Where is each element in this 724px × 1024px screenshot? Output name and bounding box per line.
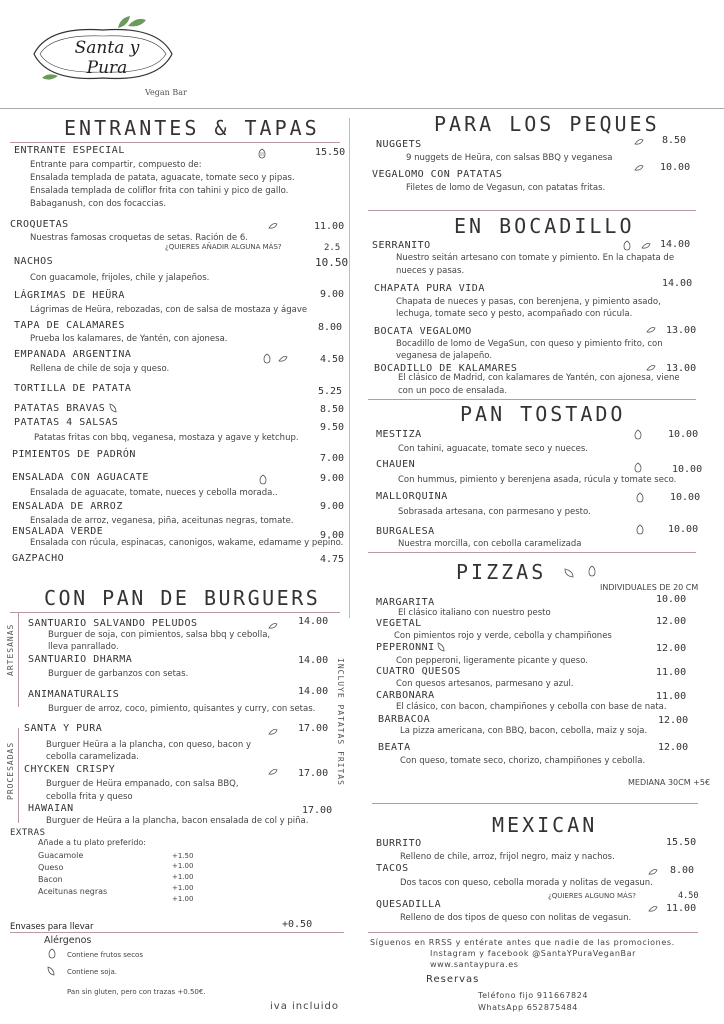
item-desc: Burguer de soja, con pimientos, salsa bbq y cebolla, xyxy=(48,630,271,640)
soy-icon xyxy=(634,164,644,172)
footer-whatsapp: WhatsApp 652875484 xyxy=(478,1003,578,1012)
item-name: VEGETAL xyxy=(376,618,422,629)
section-rule xyxy=(368,210,696,211)
artesanas-label: ARTESANAS xyxy=(6,623,15,676)
item-price: 15.50 xyxy=(666,837,697,848)
item-price: 10.00 xyxy=(660,162,691,173)
item-desc: Ensalada templada de patata, aguacate, tomate seco y pipas. xyxy=(30,173,295,183)
extras-intro: Añade a tu plato preferido: xyxy=(38,838,146,847)
item-name: CROQUETAS xyxy=(10,219,69,230)
section-title-tostado: PAN TOSTADO xyxy=(460,402,626,426)
item-name: QUESADILLA xyxy=(376,899,442,910)
item-price: 7.00 xyxy=(320,453,345,464)
item-price: 8.00 xyxy=(670,865,695,876)
alergeno-frutos: Contiene frutos secos xyxy=(67,951,143,959)
column-divider xyxy=(349,118,350,618)
nuts-icon xyxy=(623,240,631,251)
section-title-entrantes: ENTRANTES & TAPAS xyxy=(64,116,320,140)
item-name: CHAUEN xyxy=(376,459,416,470)
item-name: NACHOS xyxy=(14,256,54,267)
section-rule xyxy=(10,142,340,143)
extras-item: Guacamole xyxy=(38,851,84,860)
footer-promo: Síguenos en RRSS y entérate antes que nadie de las promociones. xyxy=(370,938,675,947)
item-price: 10.50 xyxy=(315,256,349,269)
item-price: 4.75 xyxy=(320,554,345,565)
item-desc: lleva panrallado. xyxy=(48,642,119,652)
item-price: 15.50 xyxy=(315,147,346,158)
soy-icon xyxy=(46,966,56,976)
item-desc: Bocadillo de lomo de VegaSun, con queso y pimiento frito, con xyxy=(396,339,663,349)
soy-icon xyxy=(634,138,644,146)
item-desc: Prueba los kalamares, de Yantén, con ajonesa. xyxy=(30,334,228,344)
pizzas-mediana: MEDIANA 30CM +5€ xyxy=(628,778,711,787)
item-price: 14.00 xyxy=(298,655,329,666)
item-desc: cebolla frita y queso xyxy=(46,792,133,802)
nuts-icon xyxy=(636,524,644,535)
soy-icon xyxy=(436,642,446,652)
item-price: 10.00 xyxy=(656,594,687,605)
item-price: 9.00 xyxy=(320,289,345,300)
iva-note: iva incluido xyxy=(270,1001,339,1012)
item-price: 17.00 xyxy=(298,723,329,734)
item-desc: Rellena de chile de soja y queso. xyxy=(30,364,170,374)
item-desc: Burguer de arroz, coco, pimiento, quisantes y curry, con setas. xyxy=(48,704,316,714)
item-desc: cebolla caramelizada. xyxy=(46,752,139,762)
item-desc: El clásico italiano con nuestro pesto xyxy=(398,608,551,618)
extras-item: Aceitunas negras xyxy=(38,887,108,896)
item-name: ENSALADA CON AGUACATE xyxy=(12,472,149,483)
item-desc: El clásico, con bacon, champiñones y cebolla con base de nata. xyxy=(396,702,667,712)
item-name: CHYCKEN CRISPY xyxy=(24,764,116,775)
item-desc: Con queso, tomate seco, chorizo, champiñones y cebolla. xyxy=(400,756,646,766)
item-extra: ¿QUIERES AÑADIR ALGUNA MÁS? xyxy=(165,243,282,251)
item-name: PEPERONNI xyxy=(376,642,435,653)
side-label: INCLUYE PATATAS FRITAS xyxy=(336,658,345,786)
nuts-icon xyxy=(588,565,596,577)
item-price: 11.00 xyxy=(656,667,687,678)
item-name: HAWAIAN xyxy=(28,803,74,814)
item-price: 9.00 xyxy=(320,501,345,512)
item-name: MALLORQUINA xyxy=(376,491,448,502)
nuts-icon xyxy=(259,474,267,485)
item-name: BURRITO xyxy=(376,838,422,849)
item-price: 11.00 xyxy=(656,691,687,702)
extras-price: +1.00 xyxy=(172,884,194,892)
item-desc: Burguer de Heüra a la plancha, bacon ensalada de col y piña. xyxy=(46,816,309,826)
item-price: 17.00 xyxy=(302,805,333,816)
item-name: TAPA DE CALAMARES xyxy=(14,320,125,331)
soy-icon xyxy=(646,326,656,334)
footer-web[interactable]: www.santaypura.es xyxy=(430,960,519,969)
item-name: SANTUARIO DHARMA xyxy=(28,654,133,665)
item-name: BURGALESA xyxy=(376,526,435,537)
item-price: 13.00 xyxy=(666,363,697,374)
item-desc: Con pimientos rojo y verde, cebolla y champiñones xyxy=(394,631,612,641)
footer-reservas: Reservas xyxy=(426,974,480,985)
item-desc: nueces y pasas. xyxy=(396,266,465,276)
item-price: 12.00 xyxy=(656,616,687,627)
section-rule xyxy=(372,803,698,804)
extras-price: +1.00 xyxy=(172,895,194,903)
soy-icon xyxy=(268,768,278,776)
item-desc: con un poco de ensalada. xyxy=(398,386,508,396)
footer-social: Instagram y facebook @SantaYPuraVeganBar xyxy=(430,949,637,958)
section-rule xyxy=(368,399,696,400)
item-name: BOCADILLO DE KALAMARES xyxy=(374,363,518,374)
item-name: BEATA xyxy=(378,742,411,753)
item-desc: lechuga, tomate seco y pesto, acompañado con rúcula. xyxy=(396,309,633,319)
artesanas-bracket xyxy=(18,612,19,707)
item-name: NUGGETS xyxy=(376,139,422,150)
item-price: 9.00 xyxy=(320,473,345,484)
item-price: 9.00 xyxy=(320,530,345,541)
extras-item: Queso xyxy=(38,863,64,872)
soy-icon xyxy=(648,905,658,913)
item-desc: Con quesos artesanos, parmesano y azul. xyxy=(396,679,574,689)
item-desc: Ensalada de aguacate, tomate, nueces y cebolla morada.. xyxy=(30,488,278,498)
nuts-icon xyxy=(634,462,642,473)
section-title-peques: PARA LOS PEQUES xyxy=(434,112,660,136)
alergeno-soja: Contiene soja. xyxy=(67,968,117,976)
item-desc: Con guacamole, frijoles, chile y jalapeños. xyxy=(30,273,210,283)
item-desc: Nuestras famosas croquetas de setas. Ración de 6. xyxy=(30,233,248,243)
nuts-icon xyxy=(634,429,642,440)
item-name: ENSALADA DE ARROZ xyxy=(12,501,123,512)
soy-icon xyxy=(563,568,575,578)
footer-rule xyxy=(368,932,698,933)
extras-label: EXTRAS xyxy=(10,828,46,838)
extras-price: +1.50 xyxy=(172,852,194,860)
item-name: ENTRANTE ESPECIAL xyxy=(14,145,125,156)
soy-icon xyxy=(268,222,278,230)
item-desc: Con tahini, aguacate, tomate seco y nueces. xyxy=(398,444,589,454)
soy-icon xyxy=(648,868,658,876)
item-price: 11.00 xyxy=(314,221,345,232)
item-price: 14.00 xyxy=(662,278,693,289)
section-rule xyxy=(10,612,340,613)
item-desc: Sobrasada artesana, con parmesano y pesto. xyxy=(398,507,591,517)
header-divider xyxy=(0,108,724,109)
envases-price: +0.50 xyxy=(282,919,313,930)
item-desc: Ensalada de arroz, veganesa, piña, aceitunas negras, tomate. xyxy=(30,516,294,526)
extras-price: +1.00 xyxy=(172,873,194,881)
item-extra-price: 2.5 xyxy=(324,243,341,253)
brand-subtitle: Vegan Bar xyxy=(145,88,187,97)
item-desc: Ensalada templada de coliflor frita con tahini y pico de gallo. xyxy=(30,186,289,196)
brand-name: Santa y Pura xyxy=(74,38,140,78)
item-price: 12.00 xyxy=(656,643,687,654)
item-desc: Dos tacos con queso, cebolla morada y nolitas de vegasun. xyxy=(400,878,653,888)
soy-icon xyxy=(646,364,656,372)
section-title-bocadillo: EN BOCADILLO xyxy=(454,214,635,238)
section-rule xyxy=(368,552,696,553)
soy-icon xyxy=(641,242,651,250)
procesadas-label: PROCESADAS xyxy=(6,741,15,800)
procesadas-bracket xyxy=(18,728,19,823)
footer-rule xyxy=(10,932,344,933)
item-desc: Patatas fritas con bbq, veganesa, mostaza y agave y ketchup. xyxy=(34,433,299,443)
item-name: GAZPACHO xyxy=(12,553,65,564)
item-price: 8.50 xyxy=(662,135,687,146)
item-name: ENSALADA VERDE xyxy=(12,526,104,537)
item-name: SANTUARIO SALVANDO PELUDOS xyxy=(28,618,198,629)
pizzas-size-note: INDIVIDUALES DE 20 CM xyxy=(600,583,699,592)
soy-icon xyxy=(108,403,118,413)
footer-telefono: Teléfono fijo 911667824 xyxy=(478,991,589,1000)
item-price: 14.00 xyxy=(660,239,691,250)
item-desc: veganesa de jalapeño. xyxy=(396,351,493,361)
item-price: 5.25 xyxy=(318,386,343,397)
item-desc: Nuestra morcilla, con cebolla caramelizada xyxy=(398,539,582,549)
item-desc: Burguer de garbanzos con setas. xyxy=(48,669,189,679)
item-extra-price: 4.50 xyxy=(678,891,699,901)
item-name: BARBACOA xyxy=(378,714,431,725)
item-name: PIMIENTOS DE PADRÓN xyxy=(12,449,136,460)
item-desc: Relleno de dos tipos de queso con nolitas de vegasun. xyxy=(400,913,632,923)
extras-item: Bacon xyxy=(38,875,63,884)
item-desc: 9 nuggets de Heüra, con salsas BBQ y veganesa xyxy=(406,153,613,163)
item-name: LÁGRIMAS DE HEÜRA xyxy=(14,290,125,301)
section-title-mexican: MEXICAN xyxy=(492,813,598,837)
item-price: 11.00 xyxy=(666,903,697,914)
item-name: MESTIZA xyxy=(376,429,422,440)
item-desc: Burguer Heüra a la plancha, con queso, bacon y xyxy=(46,740,252,750)
nuts-icon xyxy=(48,948,56,959)
item-name: PATATAS BRAVAS xyxy=(14,403,106,414)
item-price: 12.00 xyxy=(658,742,689,753)
extras-price: +1.00 xyxy=(172,862,194,870)
item-name: MARGARITA xyxy=(376,597,435,608)
item-desc: Lágrimas de Heüra, rebozadas, con de salsa de mostaza y ágave xyxy=(30,305,308,315)
nuts-icon xyxy=(636,492,644,503)
item-name: TORTILLA DE PATATA xyxy=(14,383,132,394)
item-price: 10.00 xyxy=(670,492,701,503)
soy-icon xyxy=(268,728,278,736)
item-name: EMPANADA ARGENTINA xyxy=(14,349,132,360)
item-price: 14.00 xyxy=(298,686,329,697)
item-price: 14.00 xyxy=(298,616,329,627)
item-price: 8.00 xyxy=(318,322,343,333)
item-desc: El clásico de Madrid, con kalamares de Yantén, con ajonesa, viene xyxy=(398,373,680,383)
item-name: VEGALOMO CON PATATAS xyxy=(372,169,503,180)
item-price: 4.50 xyxy=(320,354,345,365)
envases-label: Envases para llevar xyxy=(10,922,94,932)
item-name: ANIMANATURALIS xyxy=(28,689,120,700)
item-name: CARBONARA xyxy=(376,690,435,701)
item-name: SANTA Y PURA xyxy=(24,723,103,734)
alergeno-gluten: Pan sin gluten, pero con trazas +0.50€. xyxy=(67,988,206,996)
nuts-icon xyxy=(263,353,271,364)
item-name: CUATRO QUESOS xyxy=(376,666,461,677)
alergenos-title: Alérgenos xyxy=(44,935,92,946)
item-price: 8.50 xyxy=(320,404,345,415)
item-desc: Nuestro seitán artesano con tomate y pimiento. En la chapata de xyxy=(396,253,675,263)
section-title-burgers: CON PAN DE BURGUERS xyxy=(44,586,321,610)
item-price: 13.00 xyxy=(666,325,697,336)
item-desc: Ensalada con rúcula, espinacas, canonigos, wakame, edamame y pepino. xyxy=(30,538,344,548)
soy-icon xyxy=(278,355,288,363)
item-price: 9.50 xyxy=(320,422,345,433)
section-title-pizzas: PIZZAS xyxy=(456,560,547,584)
item-desc: La pizza americana, con BBQ, bacon, cebolla, maiz y soja. xyxy=(400,726,648,736)
item-extra: ¿QUIERES ALGUNO MÁS? xyxy=(548,892,636,900)
item-price: 12.00 xyxy=(658,715,689,726)
item-desc: Burguer de Heüra empanado, con salsa BBQ, xyxy=(46,779,239,789)
item-name: SERRANITO xyxy=(372,240,431,251)
item-price: 17.00 xyxy=(298,768,329,779)
item-desc: Filetes de lomo de Vegasun, con patatas fritas. xyxy=(406,183,606,193)
item-name: PATATAS 4 SALSAS xyxy=(14,417,119,428)
item-name: BOCATA VEGALOMO xyxy=(374,326,472,337)
item-desc: Con hummus, pimiento y berenjena asada, rúcula y tomate seco. xyxy=(398,475,677,485)
item-desc: Con pepperoni, ligeramente picante y queso. xyxy=(396,656,588,666)
nuts-icon xyxy=(258,148,266,159)
item-desc: Relleno de chile, arroz, frijol negro, maiz y nachos. xyxy=(400,852,615,862)
item-price: 10.00 xyxy=(668,429,699,440)
item-desc: Entrante para compartir, compuesto de: xyxy=(30,160,202,170)
item-desc: Babaganush, con dos focaccias. xyxy=(30,199,167,209)
item-price: 10.00 xyxy=(672,464,703,475)
item-name: TACOS xyxy=(376,863,409,874)
item-price: 10.00 xyxy=(668,524,699,535)
item-name: CHAPATA PURA VIDA xyxy=(374,283,485,294)
item-desc: Chapata de nueces y pasas, con berenjena, y pimiento asado, xyxy=(396,297,661,307)
